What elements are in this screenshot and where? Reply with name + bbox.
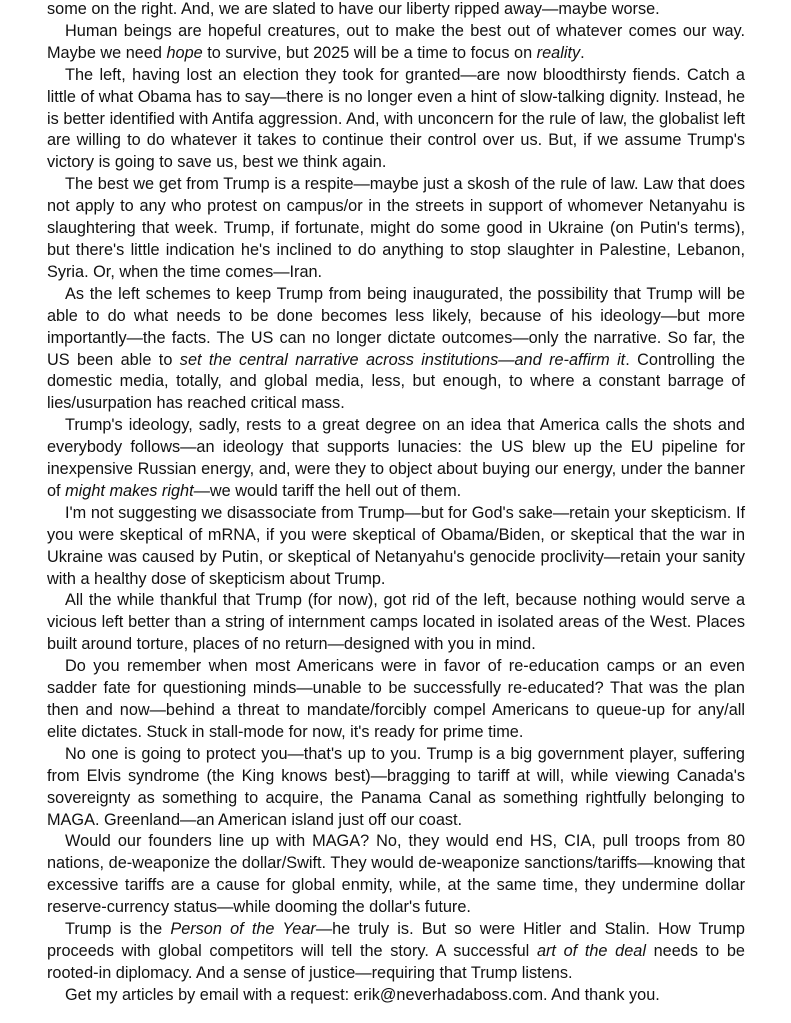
text-segment: I'm not suggesting we disassociate from Trump—but for God's sake—retain your skepticism. If you were skeptical of mRNA, if you were skeptical of Obama/Biden, or skeptical that the war in Ukraine was caused by Putin, or skeptical of Netanyahu's genocide proclivity—retain your sanity with a healthy dose of skepticism about Trump. (47, 503, 745, 588)
paragraph-7 (47, 503, 745, 591)
paragraph-1 (47, 0, 745, 21)
text-segment: some on the right. And, we are slated to have our liberty ripped away—maybe worse. (47, 0, 660, 18)
text-segment: As the left schemes to keep Trump from being inaugurated, the possibility that Trump will be able to do what needs to be done becomes less likely, because of his ideology—but more importantly—the facts. The US can no longer dictate outcomes—only the narrative. So far, the US been able to (47, 284, 745, 369)
paragraph-8 (47, 590, 745, 656)
emphasis-reality: reality (536, 43, 581, 62)
text-segment: The left, having lost an election they took for granted—are now bloodthirsty fiends. Catch a little of what Obama has to say—there is no longer even a hint of slow-talking dignity. Instead, he is better identified with Antifa aggression. And, with unconcern for the rule of law, the globalist left are willing to do whatever it takes to continue their control over us. But, if we assume Trump's victory is going to save us, best we think again. (47, 65, 745, 172)
text-segment: All the while thankful that Trump (for now), got rid of the left, because nothing would serve a vicious left better than a string of internment camps located in isolated areas of the West. Places built around torture, places of no return—designed with you in mind. (47, 591, 745, 654)
text-segment: needs to be rooted-in diplomacy. And a sense of justice—requiring that Trump listens. (47, 941, 745, 982)
emphasis-art-of-the-deal: art of the deal (536, 941, 646, 960)
paragraph-4 (47, 174, 745, 284)
text-segment: to survive, but 2025 will be a time to focus on (202, 43, 537, 62)
text-segment: Do you remember when most Americans were in favor of re-education camps or an even sadder fate for questioning minds—unable to be successfully re-educated? That was the plan then and now—behind a threat to mandate/forcibly compel Americans to queue-up for any/all elite dictates. Stuck in stall-mode for now, it's ready for prime time. (47, 657, 745, 741)
text-segment: —he truly is. But so were Hitler and Stalin. How Trump proceeds with global competitors will tell the story. A successful (47, 920, 745, 960)
text-segment: The best we get from Trump is a respite—maybe just a skosh of the rule of law. Law that does not apply to any who protest on campus/or in the streets in support of whomever Netanyahu is slaughtering that week. Trump, if fortunate, might do some good in Ukraine (on Putin's terms), but there's little indication he's inclined to do anything to stop slaughter in Palestine, Lebanon, Syria. Or, when the time comes—Iran. (47, 175, 745, 281)
text-segment: Trump's ideology, sadly, rests to a great degree on an idea that America calls the shots and everybody follows—an ideology that supports lunacies: the US blew up the EU pipeline for inexpensive Russian energy, and, were they to object about buying our energy, under the banner of (47, 416, 745, 500)
paragraph-5 (47, 284, 745, 415)
text-segment: Would our founders line up with MAGA? No, they would end HS, CIA, pull troops from 80 nations, de-weaponize the dollar/Swift. They would de-weaponize sanctions/​tariffs—knowing that excessive tariffs are a cause for global enmity, while, at the same time, they undermine dollar reserve-currency status—while dooming the dollar's future. (47, 832, 745, 917)
emphasis-hope: hope (166, 43, 203, 62)
text-segment: . Controlling the domestic media, totally, and global media, less, but enough, to where a constant barrage of lies/usurpation has reached critical mass. (47, 350, 745, 413)
contact-text: Get my articles by email with a request: erik@neverhadaboss.com. And thank you. (65, 985, 660, 1004)
text-segment: —we would tariff the hell out of them. (193, 481, 462, 500)
paragraph-3 (47, 65, 745, 175)
paragraph-10 (47, 744, 745, 832)
paragraph-12 (47, 919, 745, 985)
emphasis-might-makes-right: might makes right (65, 481, 194, 500)
article-body (47, 0, 745, 1007)
paragraph-2 (47, 21, 745, 65)
emphasis-person-of-the-year: Person of the Year (170, 920, 316, 939)
paragraph-9 (47, 656, 745, 744)
emphasis-central-narrative: set the central narrative across institutions—and re-affirm it (179, 350, 626, 369)
text-segment: . (580, 43, 585, 62)
text-segment: No one is going to protect you—that's up to you. Trump is a big government player, suffering from Elvis syndrome (the King knows best)—bragging to tariff at will, while viewing Canada's sovereignty as something to acquire, the Panama Canal as something rightfully belonging to MAGA. Greenland—an American island just off our coast. (47, 744, 745, 829)
paragraph-6 (47, 415, 745, 503)
text-segment: Human beings are hopeful creatures, out to make the best out of whatever comes our way. Maybe we need (47, 21, 745, 62)
paragraph-13-contact (47, 985, 745, 1007)
text-segment: Trump is the (65, 920, 171, 939)
paragraph-11 (47, 831, 745, 919)
